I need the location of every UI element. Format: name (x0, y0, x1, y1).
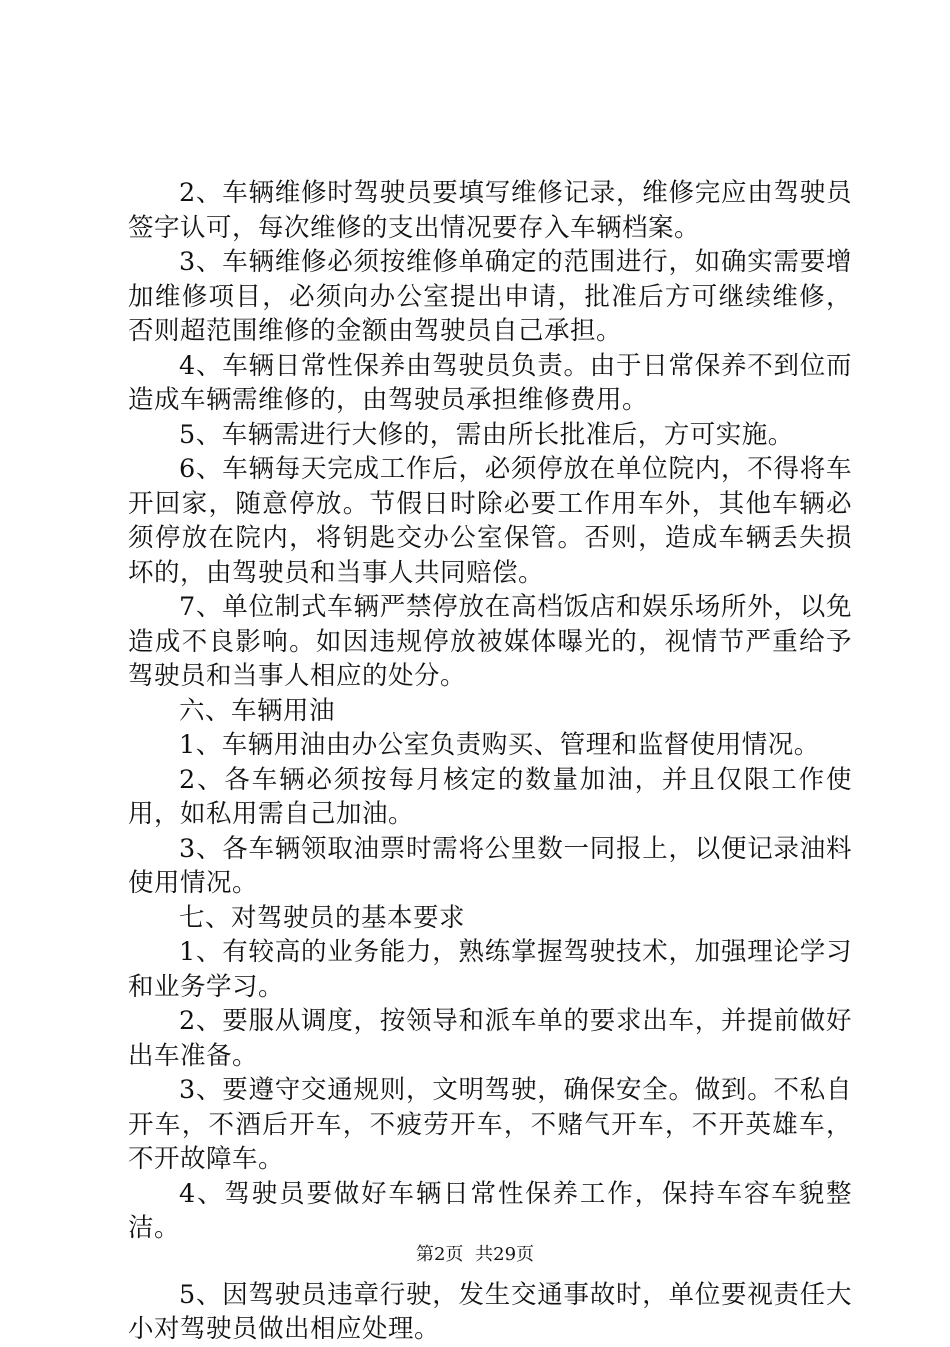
page-number: 第2页 (415, 1244, 464, 1265)
paragraph: 5、因驾驶员违章行驶，发生交通事故时，单位要视责任大小对驾驶员做出相应处理。 (128, 1279, 852, 1344)
paragraph: 3、车辆维修必须按维修单确定的范围进行，如确实需要增加维修项目，必须向办公室提出申请，批准后方可继续维修，否则超范围维修的金额由驾驶员自己承担。 (128, 247, 852, 346)
paragraph: 2、各车辆必须按每月核定的数量加油，并且仅限工作使用，如私用需自己加油。 (128, 764, 852, 829)
paragraph: 2、车辆维修时驾驶员要填写维修记录，维修完应由驾驶员签字认可，每次维修的支出情况要存入车辆档案。 (128, 178, 852, 243)
paragraph: 7、单位制式车辆严禁停放在高档饭店和娱乐场所外，以免造成不良影响。如因违规停放被媒体曝光的，视情节严重给予驾驶员和当事人相应的处分。 (128, 592, 852, 691)
page-total: 共29页 (475, 1244, 535, 1265)
page-footer (0, 1243, 950, 1267)
paragraph: 1、有较高的业务能力，熟练掌握驾驶技术，加强理论学习和业务学习。 (128, 937, 852, 1002)
section-heading: 七、对驾驶员的基本要求 (179, 902, 466, 933)
paragraph: 1、车辆用油由办公室负责购买、管理和监督使用情况。 (179, 730, 820, 760)
section-heading: 六、车辆用油 (179, 695, 336, 726)
paragraph: 4、驾驶员要做好车辆日常性保养工作，保持车容车貌整洁。 (128, 1178, 852, 1243)
paragraph: 3、各车辆领取油票时需将公里数一同报上，以便记录油料使用情况。 (128, 833, 852, 898)
paragraph: 2、要服从调度，按领导和派车单的要求出车，并提前做好出车准备。 (128, 1006, 852, 1071)
paragraph: 5、车辆需进行大修的，需由所长批准后，方可实施。 (179, 419, 794, 450)
paragraph: 6、车辆每天完成工作后，必须停放在单位院内，不得将车开回家，随意停放。节假日时除必要工作用车外，其他车辆必须停放在院内，将钥匙交办公室保管。否则，造成车辆丢失损坏的，由驾驶员和当事人共同赔偿。 (128, 454, 852, 588)
document-body (128, 176, 852, 1347)
paragraph: 4、车辆日常性保养由驾驶员负责。由于日常保养不到位而造成车辆需维修的，由驾驶员承担维修费用。 (128, 350, 852, 415)
paragraph: 3、要遵守交通规则，文明驾驶，确保安全。做到。不私自开车，不酒后开车，不疲劳开车，不赌气开车，不开英雄车，不开故障车。 (128, 1075, 852, 1174)
